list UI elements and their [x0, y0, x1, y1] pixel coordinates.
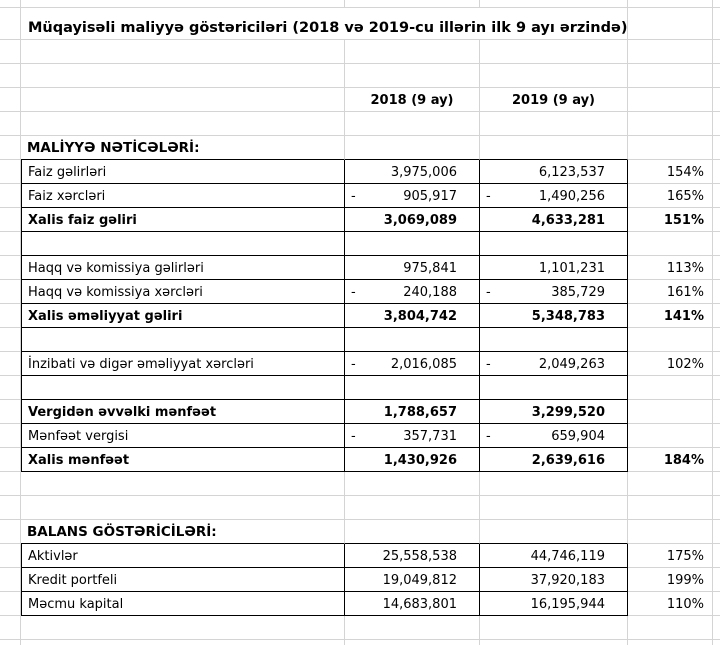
value-2018-cell[interactable]: [345, 448, 480, 472]
value-2019-cell[interactable]: [480, 592, 628, 616]
value-2018: 240,188: [403, 285, 457, 300]
value-2019-cell[interactable]: [480, 280, 628, 304]
value-2019-cell[interactable]: [480, 184, 628, 208]
minus-sign: -: [351, 189, 356, 204]
table-row-subtotal: [0, 208, 720, 232]
value-2018-cell[interactable]: [345, 208, 480, 232]
value-2018-cell[interactable]: [345, 280, 480, 304]
cell[interactable]: [0, 352, 21, 376]
table-row: [0, 352, 720, 376]
label-cell[interactable]: [21, 424, 345, 448]
percent-value: 102%: [666, 357, 704, 372]
table-row-subtotal: [0, 400, 720, 424]
table-row: [0, 592, 720, 616]
percent-cell[interactable]: [628, 400, 713, 424]
cell[interactable]: [0, 592, 21, 616]
cell[interactable]: [480, 472, 628, 496]
cell[interactable]: [0, 544, 21, 568]
cell[interactable]: [628, 88, 713, 112]
cell[interactable]: [0, 568, 21, 592]
value-2018: 975,841: [403, 261, 457, 276]
minus-sign: -: [486, 429, 491, 444]
value-2018: 905,917: [403, 189, 457, 204]
value-2019: 6,123,537: [538, 165, 605, 180]
value-2018-cell[interactable]: [345, 544, 480, 568]
cell: [713, 520, 720, 544]
value-2019: 44,746,119: [530, 549, 605, 564]
finance-section-heading-row: [0, 136, 720, 160]
value-2019-cell[interactable]: [480, 400, 628, 424]
cell[interactable]: [480, 376, 628, 400]
cell[interactable]: [21, 64, 345, 88]
value-2019: 4,633,281: [531, 213, 605, 228]
value-2018: 2,016,085: [390, 357, 457, 372]
table-row: [0, 280, 720, 304]
empty-row: [0, 64, 720, 88]
cell: [713, 424, 720, 448]
empty-row: [0, 496, 720, 520]
cell[interactable]: [345, 616, 480, 640]
value-2019-cell[interactable]: [480, 424, 628, 448]
row-label: Xalis əməliyyat gəliri: [28, 309, 183, 324]
minus-sign: -: [486, 357, 491, 372]
value-2018: 1,430,926: [383, 453, 457, 468]
value-2018-cell[interactable]: [345, 184, 480, 208]
value-2018-cell[interactable]: [345, 256, 480, 280]
cell[interactable]: [0, 424, 21, 448]
column-header-2019[interactable]: [480, 88, 628, 112]
cell[interactable]: [0, 472, 21, 496]
cell[interactable]: [0, 0, 21, 8]
percent-cell[interactable]: [628, 184, 713, 208]
cell: [713, 448, 720, 472]
cell: [713, 496, 720, 520]
cell[interactable]: [628, 40, 713, 64]
value-2018: 19,049,812: [382, 573, 457, 588]
value-2019-cell[interactable]: [480, 544, 628, 568]
cell[interactable]: [0, 40, 21, 64]
cell[interactable]: [0, 376, 21, 400]
cell[interactable]: [628, 640, 713, 645]
table-row-subtotal: [0, 304, 720, 328]
cell: [713, 376, 720, 400]
cell[interactable]: [345, 232, 480, 256]
percent-cell[interactable]: [628, 352, 713, 376]
value-2019-cell[interactable]: [480, 160, 628, 184]
table-spacer-row: [0, 328, 720, 352]
cell[interactable]: [21, 112, 345, 136]
cell[interactable]: [21, 472, 345, 496]
value-2018-cell[interactable]: [345, 400, 480, 424]
value-2018-cell[interactable]: [345, 424, 480, 448]
value-2018: 3,069,089: [383, 213, 457, 228]
row-label: Haqq və komissiya xərcləri: [28, 285, 203, 300]
percent-cell[interactable]: [628, 280, 713, 304]
percent-value: 141%: [663, 309, 704, 324]
cell[interactable]: [628, 0, 713, 8]
percent-value: 154%: [666, 165, 704, 180]
section-heading: MALİYYƏ NƏTİCƏLƏRİ:: [27, 140, 200, 156]
cell[interactable]: [0, 64, 21, 88]
value-2019: 1,490,256: [538, 189, 605, 204]
cell: [713, 304, 720, 328]
percent-cell[interactable]: [628, 424, 713, 448]
label-cell[interactable]: [21, 568, 345, 592]
percent-value: 175%: [666, 549, 704, 564]
label-cell[interactable]: [21, 400, 345, 424]
column-header-2018[interactable]: [345, 88, 480, 112]
minus-sign: -: [351, 285, 356, 300]
row-label: Xalis faiz gəliri: [28, 213, 137, 228]
value-2018: 3,975,006: [390, 165, 457, 180]
cell: [713, 544, 720, 568]
cell[interactable]: [628, 472, 713, 496]
percent-cell[interactable]: [628, 568, 713, 592]
label-cell[interactable]: [21, 592, 345, 616]
cell[interactable]: [628, 112, 713, 136]
cell[interactable]: [0, 304, 21, 328]
cell: [713, 280, 720, 304]
row-label: İnzibati və digər əməliyyat xərcləri: [28, 357, 254, 372]
column-header-label: 2018 (9 ay): [370, 93, 454, 108]
page-title: Müqayisəli maliyyə göstəriciləri (2018 və 2019-cu illərin ilk 9 ayı ərzində): [28, 20, 628, 36]
label-cell[interactable]: [21, 184, 345, 208]
cell[interactable]: [480, 616, 628, 640]
cell[interactable]: [0, 136, 21, 160]
cell[interactable]: [345, 376, 480, 400]
cell[interactable]: [0, 328, 21, 352]
percent-cell[interactable]: [628, 304, 713, 328]
value-2018: 357,731: [403, 429, 457, 444]
cell[interactable]: [480, 136, 628, 160]
cell[interactable]: [628, 232, 713, 256]
row-label: Kredit portfeli: [28, 573, 118, 588]
value-2018: 1,788,657: [383, 405, 457, 420]
cell[interactable]: [0, 616, 21, 640]
cell[interactable]: [21, 616, 345, 640]
value-2018-cell[interactable]: [345, 304, 480, 328]
table-row: [0, 160, 720, 184]
cell[interactable]: [345, 520, 480, 544]
cell[interactable]: [345, 472, 480, 496]
value-2018-cell[interactable]: [345, 592, 480, 616]
percent-value: 165%: [666, 189, 704, 204]
percent-value: 113%: [666, 261, 704, 276]
sheet-title-cell[interactable]: [21, 8, 628, 40]
cell: [713, 88, 720, 112]
cell: [713, 328, 720, 352]
percent-cell[interactable]: [628, 160, 713, 184]
cell: [713, 592, 720, 616]
value-2018: 25,558,538: [382, 549, 457, 564]
cell[interactable]: [21, 376, 345, 400]
cell[interactable]: [480, 40, 628, 64]
value-2019-cell[interactable]: [480, 208, 628, 232]
cell: [713, 136, 720, 160]
cell[interactable]: [480, 112, 628, 136]
value-2019: 2,049,263: [538, 357, 605, 372]
value-2019: 3,299,520: [531, 405, 605, 420]
value-2019-cell[interactable]: [480, 568, 628, 592]
empty-row: [0, 472, 720, 496]
cell[interactable]: [345, 112, 480, 136]
cell[interactable]: [0, 496, 21, 520]
table-row: [0, 544, 720, 568]
balance-section-heading-row: [0, 520, 720, 544]
row-label: Faiz gəlirləri: [28, 165, 107, 180]
value-2019-cell[interactable]: [480, 256, 628, 280]
empty-row: [0, 616, 720, 640]
value-2018: 3,804,742: [383, 309, 457, 324]
cell[interactable]: [628, 376, 713, 400]
cell[interactable]: [480, 64, 628, 88]
percent-cell[interactable]: [628, 592, 713, 616]
value-2019: 2,639,616: [531, 453, 605, 468]
cell[interactable]: [21, 0, 345, 8]
section-heading: BALANS GÖSTƏRİCİLƏRİ:: [27, 524, 217, 540]
cell[interactable]: [0, 640, 21, 645]
row-label: Faiz xərcləri: [28, 189, 106, 204]
cell[interactable]: [0, 280, 21, 304]
cell[interactable]: [0, 88, 21, 112]
cell[interactable]: [345, 64, 480, 88]
minus-sign: -: [351, 357, 356, 372]
title-row: [0, 8, 720, 40]
cell[interactable]: [628, 328, 713, 352]
cell[interactable]: [21, 88, 345, 112]
label-cell[interactable]: [21, 208, 345, 232]
cell[interactable]: [480, 640, 628, 645]
minus-sign: -: [486, 285, 491, 300]
cell[interactable]: [628, 136, 713, 160]
percent-value: 110%: [666, 597, 704, 612]
cell[interactable]: [0, 400, 21, 424]
table-spacer-row: [0, 232, 720, 256]
table-row: [0, 568, 720, 592]
row-label: Mənfəət vergisi: [28, 429, 129, 444]
cell: [713, 64, 720, 88]
label-cell[interactable]: [21, 304, 345, 328]
cell[interactable]: [480, 520, 628, 544]
table-spacer-row: [0, 376, 720, 400]
row-label: Xalis mənfəət: [28, 453, 130, 468]
cell[interactable]: [21, 640, 345, 645]
table-row: [0, 184, 720, 208]
table-row-total: [0, 448, 720, 472]
percent-value: 184%: [663, 453, 704, 468]
cell[interactable]: [0, 8, 21, 40]
cell[interactable]: [0, 232, 21, 256]
cell[interactable]: [345, 328, 480, 352]
cell[interactable]: [628, 520, 713, 544]
cell[interactable]: [21, 232, 345, 256]
label-cell[interactable]: [21, 352, 345, 376]
cell[interactable]: [480, 232, 628, 256]
cell: [713, 232, 720, 256]
value-2019: 385,729: [551, 285, 605, 300]
row-label: Vergidən əvvəlki mənfəət: [28, 405, 217, 420]
cell[interactable]: [480, 496, 628, 520]
cell: [713, 184, 720, 208]
cell[interactable]: [21, 40, 345, 64]
value-2018: 14,683,801: [382, 597, 457, 612]
cell: [713, 40, 720, 64]
value-2019-cell[interactable]: [480, 448, 628, 472]
cell[interactable]: [0, 112, 21, 136]
cell: [713, 160, 720, 184]
cell: [713, 208, 720, 232]
cell: [713, 8, 720, 40]
cell[interactable]: [0, 256, 21, 280]
percent-value: 199%: [666, 573, 704, 588]
empty-row: [0, 640, 720, 645]
cell[interactable]: [0, 160, 21, 184]
value-2018-cell[interactable]: [345, 160, 480, 184]
cell[interactable]: [345, 496, 480, 520]
value-2019: 16,195,944: [530, 597, 605, 612]
cell[interactable]: [345, 40, 480, 64]
cell[interactable]: [628, 64, 713, 88]
percent-cell[interactable]: [628, 208, 713, 232]
label-cell[interactable]: [21, 544, 345, 568]
percent-cell[interactable]: [628, 448, 713, 472]
row-label: Aktivlər: [28, 549, 78, 564]
row-label: Haqq və komissiya gəlirləri: [28, 261, 204, 276]
cell: [713, 400, 720, 424]
cell: [713, 640, 720, 645]
minus-sign: -: [486, 189, 491, 204]
value-2019: 659,904: [551, 429, 605, 444]
cell[interactable]: [345, 0, 480, 8]
cell[interactable]: [21, 328, 345, 352]
value-2018-cell[interactable]: [345, 352, 480, 376]
cell[interactable]: [0, 448, 21, 472]
cell[interactable]: [480, 0, 628, 8]
value-2019-cell[interactable]: [480, 304, 628, 328]
cell[interactable]: [628, 496, 713, 520]
empty-row: [0, 0, 720, 8]
label-cell[interactable]: [21, 160, 345, 184]
empty-row: [0, 112, 720, 136]
cell: [713, 616, 720, 640]
value-2019: 1,101,231: [538, 261, 605, 276]
value-2019: 5,348,783: [531, 309, 605, 324]
cell: [713, 112, 720, 136]
cell[interactable]: [480, 328, 628, 352]
cell[interactable]: [345, 136, 480, 160]
value-2018-cell[interactable]: [345, 568, 480, 592]
cell: [713, 352, 720, 376]
cell[interactable]: [0, 208, 21, 232]
cell[interactable]: [0, 184, 21, 208]
cell[interactable]: [0, 520, 21, 544]
label-cell[interactable]: [21, 280, 345, 304]
label-cell[interactable]: [21, 256, 345, 280]
column-header-row: [0, 88, 720, 112]
cell[interactable]: [628, 616, 713, 640]
cell[interactable]: [628, 8, 713, 40]
balance-section-heading-cell[interactable]: [21, 520, 345, 544]
cell: [713, 568, 720, 592]
table-row: [0, 424, 720, 448]
row-label: Məcmu kapital: [28, 597, 124, 612]
cell[interactable]: [21, 496, 345, 520]
label-cell[interactable]: [21, 448, 345, 472]
empty-row: [0, 40, 720, 64]
percent-cell[interactable]: [628, 544, 713, 568]
cell[interactable]: [345, 640, 480, 645]
finance-section-heading-cell[interactable]: [21, 136, 345, 160]
percent-value: 161%: [666, 285, 704, 300]
percent-cell[interactable]: [628, 256, 713, 280]
value-2019-cell[interactable]: [480, 352, 628, 376]
cell: [713, 472, 720, 496]
cell: [713, 256, 720, 280]
table-row: [0, 256, 720, 280]
column-header-label: 2019 (9 ay): [511, 93, 595, 108]
minus-sign: -: [351, 429, 356, 444]
percent-value: 151%: [663, 213, 704, 228]
value-2019: 37,920,183: [530, 573, 605, 588]
cell: [713, 0, 720, 8]
